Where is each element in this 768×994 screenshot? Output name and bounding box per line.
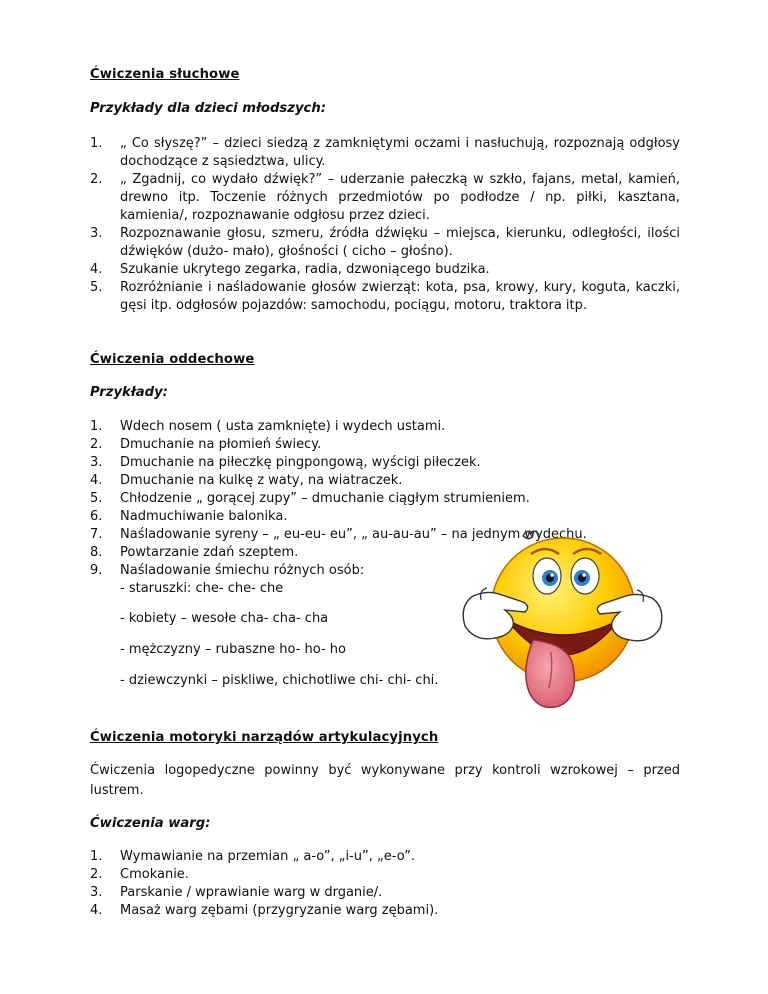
list-item: 1. Wdech nosem ( usta zamknięte) i wydech ustami. xyxy=(90,419,446,434)
list-item: 6. Nadmuchiwanie balonika. xyxy=(90,509,288,524)
section-auditory xyxy=(90,67,680,82)
lips-list xyxy=(90,848,680,920)
list-item: 2. Cmokanie. xyxy=(90,867,189,882)
list-item: 1. „ Co słyszę?” – dzieci siedzą z zamkniętymi oczami i nasłuchują, rozpoznają odgłosy dochodzące z sąsiedztwa, ulicy. xyxy=(90,136,680,169)
section-subheading: Przykłady dla dzieci młodszych: xyxy=(90,101,327,116)
section-breathing xyxy=(90,352,680,367)
list-item: 4. Dmuchanie na kulkę z waty, na wiatraczek. xyxy=(90,473,403,488)
list-item: 9. Naśladowanie śmiechu różnych osób: xyxy=(90,563,365,578)
list-item: 3. Parskanie / wprawianie warg w drganie/. xyxy=(90,885,383,900)
auditory-list xyxy=(90,135,680,315)
list-item: 3. Rozpoznawanie głosu, szmeru, źródła dźwięku – miejsca, kierunku, odległości, ilości dźwięków (dużo- mało), głośności ( cicho – głośno). xyxy=(90,226,680,259)
section-heading: Ćwiczenia oddechowe xyxy=(90,352,255,367)
list-item: 4. Masaż warg zębami (przygryzanie warg zębami). xyxy=(90,903,439,918)
laugh-line: - kobiety – wesołe cha- cha- cha xyxy=(120,611,329,626)
laugh-line: - dziewczynki – piskliwe, chichotliwe chi- chi- chi. xyxy=(120,673,439,688)
section-articulation xyxy=(90,730,680,745)
list-item: 5. Rozróżnianie i naśladowanie głosów zwierząt: kota, psa, krowy, kury, koguta, kaczki, gęsi itp. odgłosów pojazdów: samochodu, pociągu, motoru, traktora itp. xyxy=(90,280,680,313)
section-heading: Ćwiczenia motoryki narządów artykulacyjnych xyxy=(90,730,439,745)
smiley-tongue-out-icon xyxy=(455,528,670,713)
section-subheading: Ćwiczenia warg: xyxy=(90,816,211,831)
section-heading: Ćwiczenia słuchowe xyxy=(90,67,240,82)
laugh-line: - mężczyzny – rubaszne ho- ho- ho xyxy=(120,642,346,657)
list-item: 4. Szukanie ukrytego zegarka, radia, dzwoniącego budzika. xyxy=(90,262,490,277)
section-subheading: Przykłady: xyxy=(90,385,168,400)
list-item: 2. „ Zgadnij, co wydało dźwięk?” – uderzanie pałeczką w szkło, fajans, metal, kamień, drewno itp. Toczenie różnych przedmiotów po podłodze / np. piłki, kasztana, kamienia/, rozpoznawanie odgłosu przez dzieci. xyxy=(90,172,680,223)
intro-paragraph: Ćwiczenia logopedyczne powinny być wykonywane przy kontroli wzrokowej – przed lustrem. xyxy=(90,763,680,798)
list-item: 5. Chłodzenie „ gorącej zupy” – dmuchanie ciągłym strumieniem. xyxy=(90,491,530,506)
laugh-line: - staruszki: che- che- che xyxy=(120,581,284,596)
list-item: 2. Dmuchanie na płomień świecy. xyxy=(90,437,322,452)
list-item: 8. Powtarzanie zdań szeptem. xyxy=(90,545,299,560)
list-item: 7. Naśladowanie syreny – „ eu-eu- eu”, „ au-au-au” – na jednym wydechu. xyxy=(90,527,587,542)
list-item: 1. Wymawianie na przemian „ a-o”, „i-u”, „e-o”. xyxy=(90,849,416,864)
list-item: 3. Dmuchanie na piłeczkę pingpongową, wyścigi piłeczek. xyxy=(90,455,481,470)
